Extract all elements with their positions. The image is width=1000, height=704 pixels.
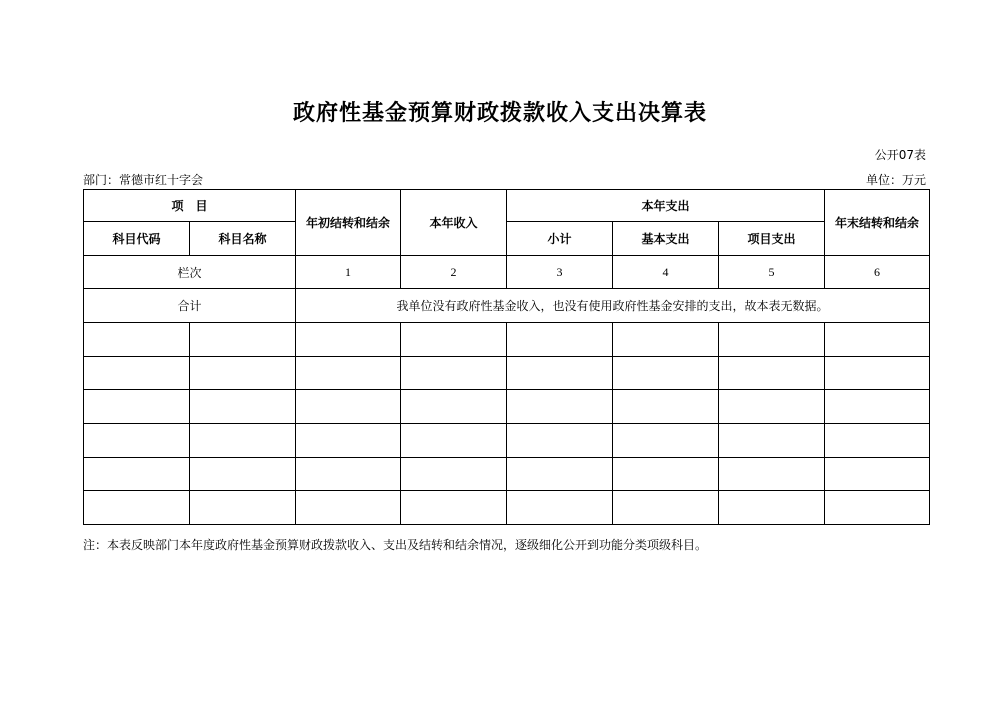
form-number: 公开07表 bbox=[874, 148, 926, 162]
empty-cell bbox=[719, 390, 825, 424]
empty-cell bbox=[190, 323, 296, 357]
empty-cell bbox=[190, 424, 296, 458]
header-current-expense: 本年支出 bbox=[507, 190, 825, 222]
empty-cell bbox=[507, 390, 613, 424]
empty-cell bbox=[190, 458, 296, 491]
column-index-row bbox=[84, 256, 930, 289]
empty-cell bbox=[825, 390, 930, 424]
empty-cell bbox=[84, 491, 190, 525]
header-subject-code: 科目代码 bbox=[84, 222, 190, 256]
empty-cell bbox=[190, 357, 296, 390]
page-title: 政府性基金预算财政拨款收入支出决算表 bbox=[292, 101, 707, 126]
total-label: 合计 bbox=[84, 289, 296, 323]
empty-cell bbox=[296, 357, 401, 390]
empty-cell bbox=[296, 491, 401, 525]
header-closing-balance: 年末结转和结余 bbox=[825, 190, 930, 256]
empty-cell bbox=[296, 424, 401, 458]
empty-cell bbox=[825, 323, 930, 357]
empty-cell bbox=[401, 491, 507, 525]
empty-cell bbox=[84, 390, 190, 424]
empty-cell bbox=[613, 424, 719, 458]
empty-cell bbox=[507, 458, 613, 491]
header-project-expense: 项目支出 bbox=[719, 222, 825, 256]
total-row bbox=[84, 289, 930, 323]
empty-cell bbox=[825, 424, 930, 458]
empty-cell bbox=[613, 357, 719, 390]
table-row bbox=[84, 458, 930, 491]
empty-cell bbox=[296, 323, 401, 357]
empty-cell bbox=[507, 424, 613, 458]
header-item: 项 目 bbox=[84, 190, 296, 222]
header-subject-name: 科目名称 bbox=[190, 222, 296, 256]
empty-cell bbox=[401, 458, 507, 491]
table-row bbox=[84, 323, 930, 357]
header-opening-balance: 年初结转和结余 bbox=[296, 190, 401, 256]
empty-cell bbox=[719, 458, 825, 491]
empty-cell bbox=[84, 458, 190, 491]
empty-cell bbox=[401, 357, 507, 390]
department-label: 部门：常德市红十字会 bbox=[83, 173, 204, 187]
empty-cell bbox=[825, 357, 930, 390]
budget-table bbox=[83, 189, 930, 525]
empty-cell bbox=[613, 323, 719, 357]
unit-label: 单位：万元 bbox=[865, 173, 926, 187]
header-subtotal: 小计 bbox=[507, 222, 613, 256]
column-index-cell: 3 bbox=[507, 256, 613, 289]
header-basic-expense: 基本支出 bbox=[613, 222, 719, 256]
empty-cell bbox=[613, 458, 719, 491]
empty-cell bbox=[613, 390, 719, 424]
empty-cell bbox=[719, 491, 825, 525]
header-row-2 bbox=[84, 222, 930, 256]
empty-cell bbox=[507, 323, 613, 357]
empty-cell bbox=[719, 424, 825, 458]
empty-cell bbox=[825, 491, 930, 525]
empty-cell bbox=[719, 357, 825, 390]
empty-cell bbox=[613, 491, 719, 525]
empty-cell bbox=[296, 458, 401, 491]
empty-cell bbox=[84, 323, 190, 357]
header-current-income: 本年收入 bbox=[401, 190, 507, 256]
empty-cell bbox=[401, 323, 507, 357]
table-row bbox=[84, 424, 930, 458]
empty-cell bbox=[190, 390, 296, 424]
column-index-cell: 4 bbox=[613, 256, 719, 289]
column-index-cell: 1 bbox=[296, 256, 401, 289]
empty-cell bbox=[84, 424, 190, 458]
empty-cell bbox=[84, 357, 190, 390]
empty-cell bbox=[190, 491, 296, 525]
total-message: 我单位没有政府性基金收入，也没有使用政府性基金安排的支出，故本表无数据。 bbox=[296, 289, 930, 323]
table-row bbox=[84, 491, 930, 525]
column-index-cell: 2 bbox=[401, 256, 507, 289]
footnote: 注：本表反映部门本年度政府性基金预算财政拨款收入、支出及结转和结余情况，逐级细化公开到功能分类项级科目。 bbox=[83, 538, 708, 552]
empty-cell bbox=[296, 390, 401, 424]
column-index-label: 栏次 bbox=[84, 256, 296, 289]
empty-cell bbox=[401, 390, 507, 424]
empty-cell bbox=[401, 424, 507, 458]
empty-cell bbox=[507, 357, 613, 390]
table-row bbox=[84, 390, 930, 424]
header-row-1 bbox=[84, 190, 930, 222]
empty-cell bbox=[507, 491, 613, 525]
empty-cell bbox=[825, 458, 930, 491]
column-index-cell: 6 bbox=[825, 256, 930, 289]
table-row bbox=[84, 357, 930, 390]
column-index-cell: 5 bbox=[719, 256, 825, 289]
empty-cell bbox=[719, 323, 825, 357]
